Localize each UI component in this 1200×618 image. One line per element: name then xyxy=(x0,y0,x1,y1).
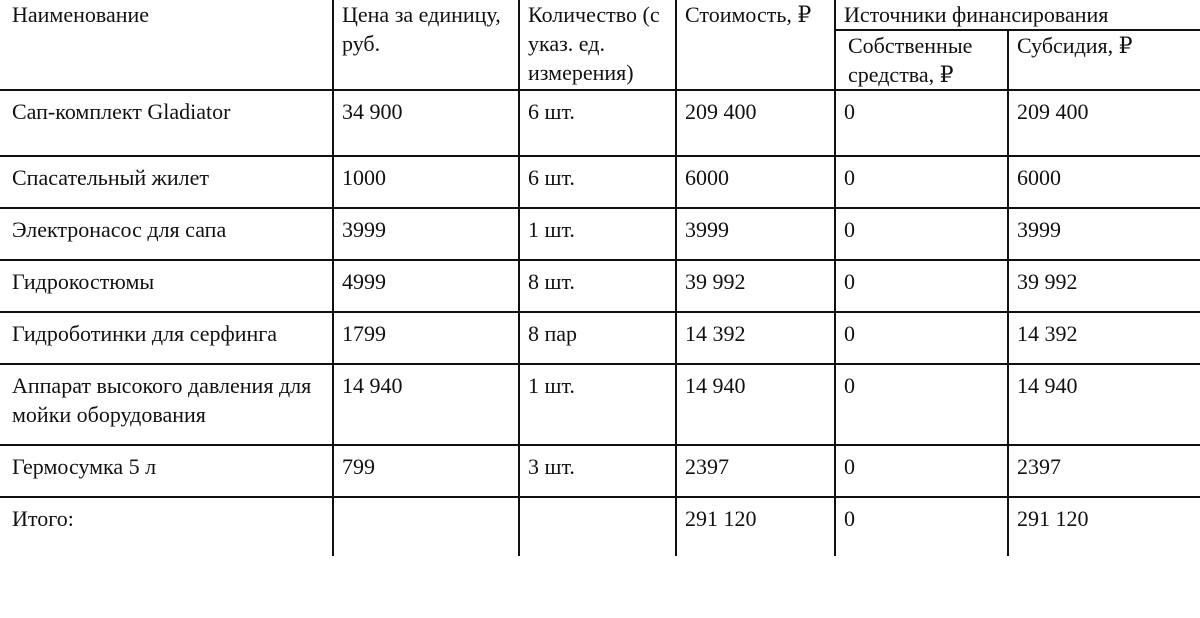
cell-name: Аппарат высокого давления для мойки оборудования xyxy=(0,364,333,445)
cell-quantity: 8 шт. xyxy=(519,260,676,312)
cell-own-funds: 0 xyxy=(835,156,1008,208)
cell-unit-price: 14 940 xyxy=(333,364,519,445)
item-name: Сап-комплект Gladiator xyxy=(12,99,231,124)
cell-cost: 39 992 xyxy=(676,260,835,312)
cell-cost: 14 392 xyxy=(676,312,835,364)
header-row xyxy=(0,0,1200,30)
cell-name xyxy=(0,90,333,156)
cell-quantity: 1 шт. xyxy=(519,208,676,260)
cell-cost: 14 940 xyxy=(676,364,835,445)
table-row xyxy=(0,312,1200,364)
cell-quantity: 1 шт. xyxy=(519,364,676,445)
total-subsidy: 291 120 xyxy=(1008,497,1200,556)
header-unit-price: Цена за единицу, руб. xyxy=(333,0,519,90)
cell-subsidy: 6000 xyxy=(1008,156,1200,208)
total-quantity xyxy=(519,497,676,556)
cell-name: Электронасос для сапа xyxy=(0,208,333,260)
cell-name: Гидроботинки для серфинга xyxy=(0,312,333,364)
cell-cost: 209 400 xyxy=(676,90,835,156)
header-quantity: Количество (с указ. ед. измерения) xyxy=(519,0,676,90)
cell-subsidy: 209 400 xyxy=(1008,90,1200,156)
cell-own-funds: 0 xyxy=(835,208,1008,260)
cell-unit-price: 1799 xyxy=(333,312,519,364)
header-funding-sources: Источники финансирования xyxy=(835,0,1200,30)
table-row xyxy=(0,90,1200,156)
total-cost: 291 120 xyxy=(676,497,835,556)
table-row xyxy=(0,260,1200,312)
cell-unit-price: 34 900 xyxy=(333,90,519,156)
cell-own-funds: 0 xyxy=(835,260,1008,312)
cell-cost: 6000 xyxy=(676,156,835,208)
cell-unit-price: 3999 xyxy=(333,208,519,260)
cell-subsidy: 14 940 xyxy=(1008,364,1200,445)
cell-cost: 3999 xyxy=(676,208,835,260)
cell-unit-price: 799 xyxy=(333,445,519,497)
cell-subsidy: 3999 xyxy=(1008,208,1200,260)
header-cost: Стоимость, ₽ xyxy=(676,0,835,90)
cell-unit-price: 4999 xyxy=(333,260,519,312)
cell-subsidy: 14 392 xyxy=(1008,312,1200,364)
item-name: Спасательный жилет xyxy=(12,165,209,190)
cell-name: Гермосумка 5 л xyxy=(0,445,333,497)
table-row xyxy=(0,208,1200,260)
table-row xyxy=(0,445,1200,497)
cell-subsidy: 2397 xyxy=(1008,445,1200,497)
total-row xyxy=(0,497,1200,556)
cell-own-funds: 0 xyxy=(835,445,1008,497)
table-row xyxy=(0,364,1200,445)
cell-name: Гидрокостюмы xyxy=(0,260,333,312)
cell-own-funds: 0 xyxy=(835,312,1008,364)
cell-own-funds: 0 xyxy=(835,364,1008,445)
cell-quantity: 6 шт. xyxy=(519,156,676,208)
cell-subsidy: 39 992 xyxy=(1008,260,1200,312)
header-own-funds: Собственные средства, ₽ xyxy=(835,30,1008,90)
cell-cost: 2397 xyxy=(676,445,835,497)
cell-quantity: 3 шт. xyxy=(519,445,676,497)
header-name: Наименование xyxy=(0,0,333,90)
table-row xyxy=(0,156,1200,208)
header-subsidy: Субсидия, ₽ xyxy=(1008,30,1200,90)
cell-unit-price: 1000 xyxy=(333,156,519,208)
cell-quantity: 6 шт. xyxy=(519,90,676,156)
cell-own-funds: 0 xyxy=(835,90,1008,156)
total-own-funds: 0 xyxy=(835,497,1008,556)
cell-quantity: 8 пар xyxy=(519,312,676,364)
cell-name xyxy=(0,156,333,208)
total-unit-price xyxy=(333,497,519,556)
total-label: Итого: xyxy=(0,497,333,556)
